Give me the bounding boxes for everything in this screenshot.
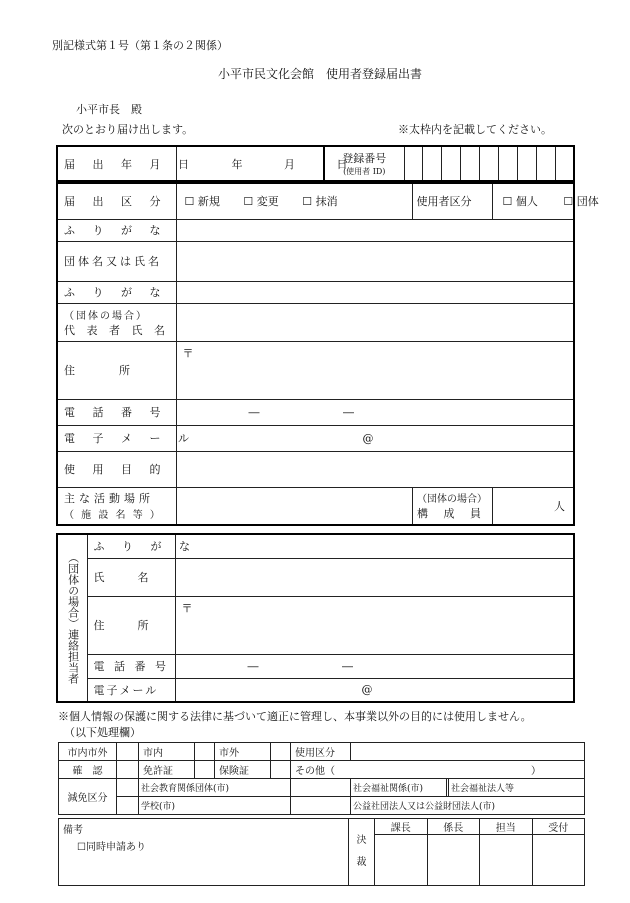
contact-email-field[interactable]: @: [175, 678, 574, 702]
reg-no-sub: (使用者 ID): [343, 167, 386, 176]
date-month: 月: [284, 157, 295, 171]
reg-no-label-cell: [324, 146, 404, 181]
date-day: 日: [336, 157, 348, 171]
reg-no-digit: [555, 146, 574, 181]
exemption-label: 減免区分: [59, 779, 117, 815]
reg-no-label: 登録番号: [342, 152, 387, 165]
contact-phone-field[interactable]: ― ―: [175, 654, 574, 678]
approver-header: 担当: [480, 819, 533, 835]
reg-no-digit: [442, 146, 461, 181]
furigana-field[interactable]: [176, 219, 574, 241]
category-options: [176, 183, 412, 219]
reg-no-digit: [461, 146, 480, 181]
approver-stamp: [427, 835, 480, 886]
checkbox-delete[interactable]: ☐ 抹消: [302, 195, 338, 209]
ex3: 社会福祉法人等: [448, 779, 584, 797]
checkbox-individual[interactable]: ☐ 個人: [502, 195, 538, 209]
furigana-label-rep: ふ り が な: [57, 281, 176, 303]
rep-sub: （団体の場合）: [64, 310, 148, 322]
contact-table: [56, 533, 575, 703]
remarks-label: 備考: [63, 825, 83, 836]
place-label-cell: [57, 487, 176, 525]
contact-furigana-field[interactable]: [175, 534, 574, 558]
approver-header: 係長: [427, 819, 480, 835]
rep-field[interactable]: [176, 303, 574, 341]
checkbox-group[interactable]: ☐ 団体: [563, 195, 599, 209]
date-field[interactable]: [176, 146, 348, 181]
approver-header: 課長: [375, 819, 428, 835]
rep-label-cell: [57, 303, 176, 341]
rep-label: 代 表 者 氏 名: [64, 323, 169, 337]
privacy-note: ※個人情報の保護に関する法律に基づいて適正に管理し、本事業以外の目的には使用しません。: [58, 710, 532, 723]
reg-no-digit: [517, 146, 536, 181]
contact-address-label: 住 所: [87, 596, 175, 654]
approver-header: 受付: [532, 819, 585, 835]
form-title: 小平市民文化会館 使用者登録届出書: [218, 67, 423, 81]
contact-address-field[interactable]: 〒: [175, 596, 574, 654]
instruction-text: ※太枠内を記載してください。: [398, 123, 552, 136]
approver-stamp: [532, 835, 585, 886]
ex4: 学校(市): [139, 797, 291, 815]
place-field[interactable]: [176, 487, 412, 525]
out-city: 市外: [215, 743, 271, 761]
user-type-label: 使用者区分: [412, 183, 492, 219]
reg-no-digit: [480, 146, 499, 181]
furigana-label: ふ り が な: [57, 219, 176, 241]
reg-no-digit: [498, 146, 517, 181]
name-field[interactable]: [176, 241, 574, 281]
phone-label: 電 話 番 号: [57, 399, 176, 425]
license: 免許証: [139, 761, 195, 779]
contact-email-label: 電子メール: [87, 678, 175, 702]
form-number: 別記様式第１号（第１条の２関係）: [52, 39, 228, 52]
ex1: 社会教育関係団体(市): [139, 779, 291, 797]
reg-no-digit: [404, 146, 423, 181]
intro-text: 次のとおり届け出します。: [62, 123, 194, 136]
office-title: （以下処理欄）: [64, 726, 141, 739]
furigana-field-rep[interactable]: [176, 281, 574, 303]
in-city: 市内: [139, 743, 195, 761]
reg-no-digit: [423, 146, 442, 181]
contact-furigana-label: ふ り が な: [87, 534, 175, 558]
addressee: 小平市長 殿: [76, 103, 142, 116]
approver-stamp: [375, 835, 428, 886]
other-field: その他（ ）: [291, 761, 585, 779]
date-table: [56, 145, 575, 182]
members-label: 構 成 員: [417, 507, 488, 521]
contact-name-label: 氏 名: [87, 558, 175, 596]
postal-mark: 〒: [182, 346, 194, 360]
purpose-field[interactable]: [176, 451, 574, 487]
email-label: 電 子 メ ー ル: [57, 425, 176, 451]
approver-stamp: [480, 835, 533, 886]
members-label-cell: [412, 487, 492, 525]
decision-label: 決 裁: [349, 819, 375, 886]
contact-side-label: （団体の場合）連絡担当者: [57, 534, 87, 702]
usage-label: 使用区分: [291, 743, 351, 761]
email-field[interactable]: @: [176, 425, 574, 451]
category-label: 届 出 区 分: [57, 183, 176, 219]
place-sub: （ 施 設 名 等 ）: [64, 510, 162, 522]
phone-field[interactable]: ― ―: [176, 399, 574, 425]
date-year: 年: [231, 157, 243, 171]
members-sub: （団体の場合）: [417, 494, 488, 506]
name-label: 団体名又は氏名: [57, 241, 176, 281]
contact-name-field[interactable]: [175, 558, 574, 596]
main-table: [56, 182, 599, 526]
checkbox-new[interactable]: ☐ 新規: [184, 195, 220, 209]
reg-no-digit: [536, 146, 555, 181]
address-field[interactable]: [176, 341, 574, 399]
confirm-label: 確 認: [59, 761, 117, 779]
purpose-label: 使 用 目 的: [57, 451, 176, 487]
remarks-table: [58, 818, 585, 886]
contact-phone-label: 電 話 番 号: [87, 654, 175, 678]
in-out-label: 市内市外: [59, 743, 117, 761]
simultaneous-checkbox[interactable]: ☐同時申請あり: [77, 842, 146, 853]
office-table: [58, 742, 585, 815]
checkbox-change[interactable]: ☐ 変更: [243, 195, 279, 209]
members-field[interactable]: 人: [492, 487, 574, 525]
date-label: 届 出 年 月 日: [57, 146, 176, 181]
ex5: 公益社団法人又は公益財団法人(市): [351, 797, 585, 815]
user-type-options: [492, 183, 599, 219]
insurance: 保険証: [215, 761, 271, 779]
remarks-cell: [59, 819, 349, 886]
address-label: 住 所: [57, 341, 176, 399]
ex2: 社会福祉関係(市): [351, 779, 447, 797]
place-label: 主な活動場所: [64, 492, 154, 506]
